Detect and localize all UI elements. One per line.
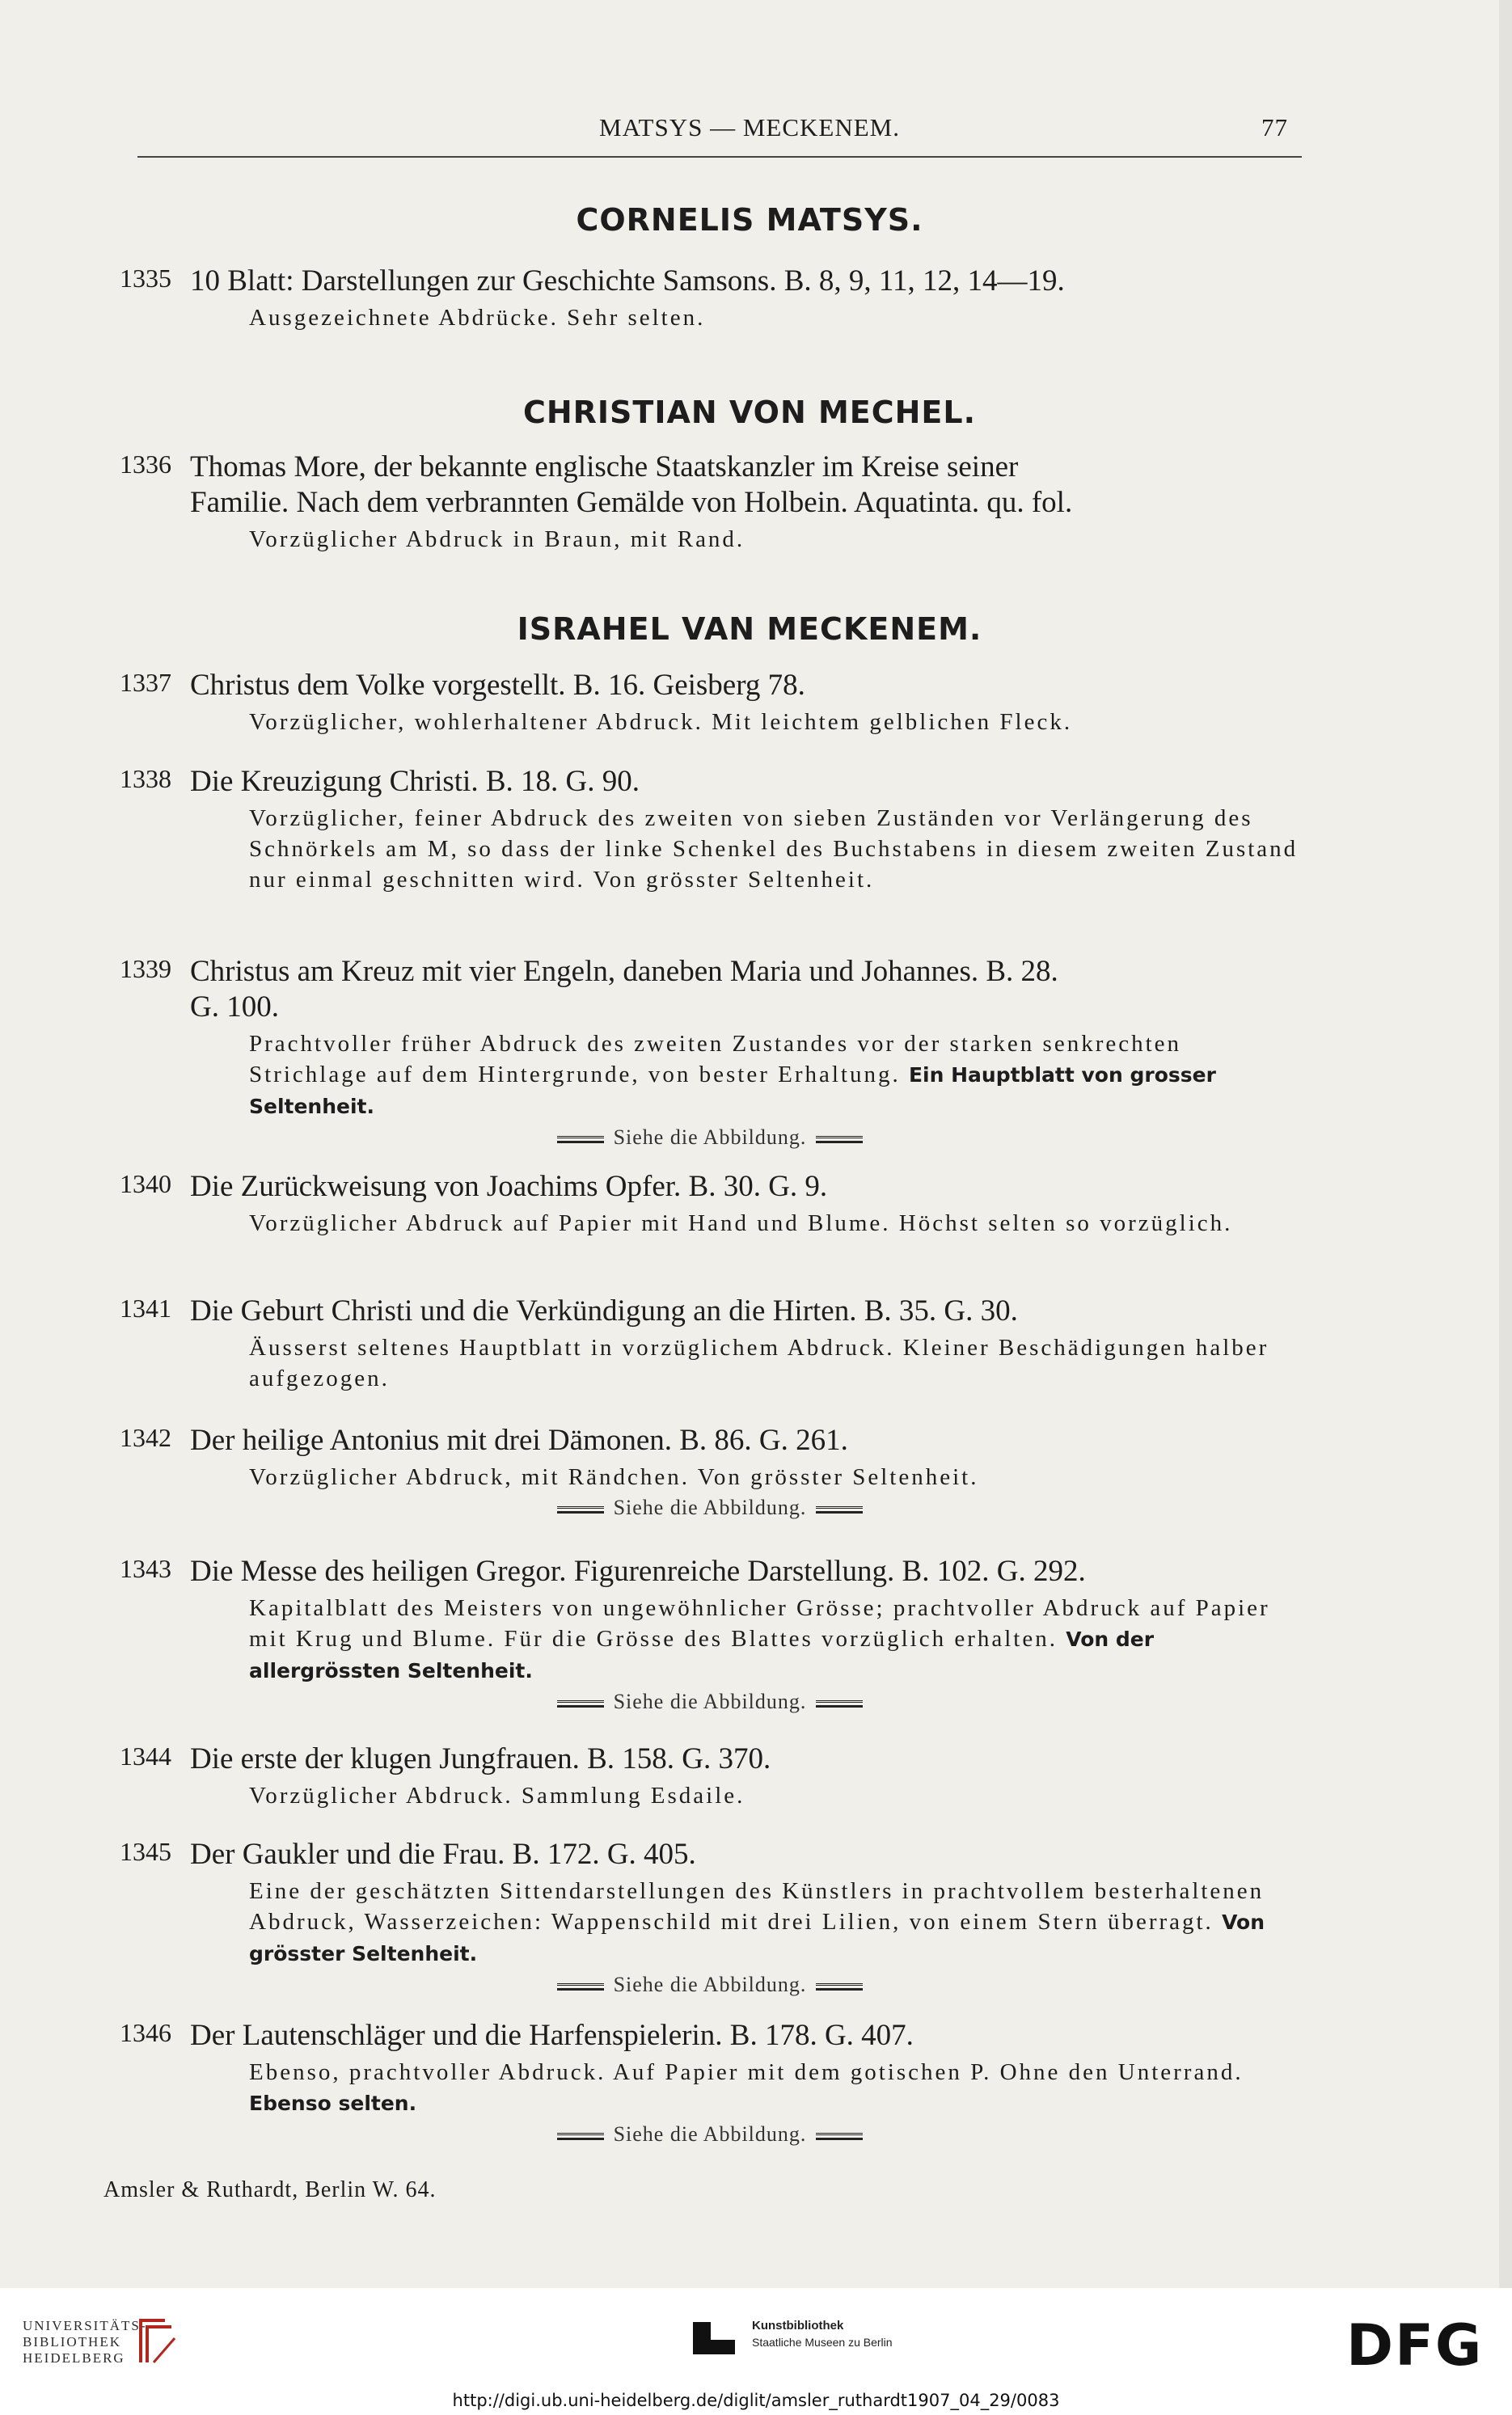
rule-right — [816, 1700, 863, 1708]
entry-note — [249, 1332, 1300, 1394]
entry-note — [249, 1208, 1300, 1239]
lot-number: 1339 — [120, 954, 171, 983]
entry-note — [249, 1462, 1300, 1492]
entry-note — [249, 524, 1300, 555]
see-illustration — [120, 1496, 1300, 1520]
lot-number: 1341 — [120, 1294, 171, 1323]
entry-note — [249, 1876, 1300, 1970]
catalogue-entry — [120, 1837, 1300, 1997]
entry-note — [249, 1780, 1300, 1811]
lot-number: 1340 — [120, 1169, 171, 1198]
entry-title-continuation: Familie. Nach dem verbrannten Gemälde von Holbein. Aquatinta. qu. fol. — [190, 486, 1073, 519]
lot-number: 1338 — [120, 764, 171, 793]
catalogue-entry — [120, 668, 1300, 737]
note-text: Vorzüglicher Abdruck auf Papier mit Hand und Blume. Höchst selten so vorzüglich. — [249, 1210, 1233, 1236]
page-edge — [1499, 0, 1512, 2288]
entry-note — [249, 803, 1300, 895]
university-logo-icon — [133, 2314, 181, 2367]
entry-title: Die erste der klugen Jungfrauen. B. 158. G. 370. — [190, 1742, 771, 1775]
section-heading: CORNELIS MATSYS. — [576, 202, 923, 238]
entry-title: Die Kreuzigung Christi. B. 18. G. 90. — [190, 765, 640, 798]
see-text: Siehe die Abbildung. — [613, 1496, 807, 1519]
entry-title: Christus am Kreuz mit vier Engeln, daneben Maria und Johannes. B. 28. — [190, 955, 1058, 988]
note-text: Vorzüglicher, feiner Abdruck des zweiten von sieben Zuständen vor Verlängerung des Schnörkels am M, so dass der linke Schenkel des Buchstabens in diesem zweiten Zustand nur einmal geschnitten wird. Von grösster Seltenheit. — [249, 805, 1299, 893]
catalogue-entry — [120, 450, 1300, 555]
note-text: Eine der geschätzten Sittendarstellungen des Künstlers in prachtvollem besterhaltenen Abdruck, Wasserzeichen: Wappenschild mit drei Lilien, von einem Stern überragt. — [249, 1878, 1265, 1935]
entry-note — [249, 707, 1300, 737]
kunstbibliothek-name: Kunstbibliothek — [752, 2319, 844, 2333]
entry-title: Christus dem Volke vorgestellt. B. 16. Geisberg 78. — [190, 669, 805, 702]
see-illustration — [120, 1125, 1300, 1150]
running-head-title: MATSYS — MECKENEM. — [599, 113, 900, 141]
see-text: Siehe die Abbildung. — [613, 1125, 807, 1149]
see-illustration — [120, 1973, 1300, 1997]
catalogue-entry — [120, 1423, 1300, 1520]
note-text: Vorzüglicher Abdruck, mit Rändchen. Von grösster Seltenheit. — [249, 1464, 979, 1490]
rule-left — [557, 1983, 604, 1991]
see-text: Siehe die Abbildung. — [613, 2122, 807, 2146]
entry-title: Die Zurückweisung von Joachims Opfer. B. 30. G. 9. — [190, 1170, 828, 1203]
see-text: Siehe die Abbildung. — [613, 1973, 807, 1996]
university-line: UNIVERSITÄTS- — [23, 2318, 147, 2333]
entry-title: Die Messe des heiligen Gregor. Figurenreiche Darstellung. B. 102. G. 292. — [190, 1555, 1086, 1588]
catalogue-entry — [120, 1742, 1300, 1811]
entry-title: Der Lautenschläger und die Harfenspielerin. B. 178. G. 407. — [190, 2019, 914, 2052]
note-text: Kapitalblatt des Meisters von ungewöhnlicher Grösse; prachtvoller Abdruck auf Papier mit Krug und Blume. Für die Grösse des Blattes vorzüglich erhalten. — [249, 1595, 1270, 1652]
entry-title: Der Gaukler und die Frau. B. 172. G. 405. — [190, 1838, 696, 1871]
catalogue-entry — [120, 1294, 1300, 1394]
header-rule — [137, 156, 1302, 158]
printer-imprint: Amsler & Ruthardt, Berlin W. 64. — [103, 2177, 437, 2202]
note-text: Prachtvoller früher Abdruck des zweiten Zustandes vor der starken senkrechten Strichlage auf dem Hintergrunde, von bester Erhaltung. — [249, 1031, 1182, 1087]
entry-title: Thomas More, der bekannte englische Staatskanzler im Kreise seiner — [190, 450, 1019, 483]
rule-left — [557, 1506, 604, 1514]
catalogue-entry — [120, 264, 1300, 333]
rule-left — [557, 1136, 604, 1143]
note-emphasis: Ebenso selten. — [249, 2092, 417, 2115]
see-illustration — [120, 1690, 1300, 1714]
lot-number: 1346 — [120, 2018, 171, 2047]
rule-left — [557, 2133, 604, 2140]
rule-right — [816, 1506, 863, 1514]
entry-note — [249, 1028, 1300, 1122]
section-heading: ISRAHEL VAN MECKENEM. — [517, 611, 982, 647]
note-text: Äusserst seltenes Hauptblatt in vorzüglichem Abdruck. Kleiner Beschädigungen halber aufgezogen. — [249, 1335, 1269, 1391]
note-text: Vorzüglicher Abdruck in Braun, mit Rand. — [249, 526, 745, 552]
rule-left — [557, 1700, 604, 1708]
source-url[interactable]: http://digi.ub.uni-heidelberg.de/diglit/amsler_ruthardt1907_04_29/0083 — [452, 2391, 1060, 2410]
note-text: Ebenso, prachtvoller Abdruck. Auf Papier mit dem gotischen P. Ohne den Unterrand. — [249, 2059, 1244, 2085]
catalogue-entry — [120, 2018, 1300, 2147]
museen-name: Staatliche Museen zu Berlin — [752, 2336, 893, 2349]
entry-title: Der heilige Antonius mit drei Dämonen. B. 86. G. 261. — [190, 1424, 848, 1457]
rule-right — [816, 1983, 863, 1991]
see-text: Siehe die Abbildung. — [613, 1690, 807, 1713]
lot-number: 1335 — [120, 264, 171, 293]
note-text: Ausgezeichnete Abdrücke. Sehr selten. — [249, 305, 706, 331]
note-text: Vorzüglicher Abdruck. Sammlung Esdaile. — [249, 1783, 745, 1809]
lot-number: 1337 — [120, 668, 171, 697]
catalogue-entry — [120, 1169, 1300, 1239]
entry-note — [249, 1593, 1300, 1687]
rule-right — [816, 2133, 863, 2140]
entry-title-continuation: G. 100. — [190, 990, 279, 1024]
rule-right — [816, 1136, 863, 1143]
catalogue-entry — [120, 764, 1300, 895]
page-number: 77 — [1261, 113, 1288, 141]
university-library-label — [23, 2318, 147, 2366]
entry-title: 10 Blatt: Darstellungen zur Geschichte Samsons. B. 8, 9, 11, 12, 14—19. — [190, 264, 1065, 298]
university-line: BIBLIOTHEK — [23, 2334, 121, 2350]
lot-number: 1344 — [120, 1742, 171, 1771]
kunstbibliothek-label — [752, 2317, 893, 2350]
note-emphasis: Von grösster Seltenheit. — [249, 1910, 1265, 1965]
note-emphasis: Ein Hauptblatt von grosser Seltenheit. — [249, 1063, 1216, 1118]
dfg-logo: DFG — [1346, 2312, 1484, 2379]
lot-number: 1336 — [120, 450, 171, 479]
catalogue-entry — [120, 954, 1300, 1150]
lot-number: 1343 — [120, 1554, 171, 1583]
see-illustration — [120, 2122, 1300, 2147]
entry-title: Die Geburt Christi und die Verkündigung an die Hirten. B. 35. G. 30. — [190, 1294, 1018, 1328]
note-text: Vorzüglicher, wohlerhaltener Abdruck. Mit leichtem gelblichen Fleck. — [249, 709, 1073, 735]
kunstbibliothek-logo-icon — [690, 2319, 738, 2358]
catalogue-entry — [120, 1554, 1300, 1714]
entry-note — [249, 2057, 1300, 2119]
lot-number: 1342 — [120, 1423, 171, 1452]
university-line: HEIDELBERG — [23, 2350, 125, 2366]
section-heading: CHRISTIAN VON MECHEL. — [522, 395, 977, 430]
note-emphasis: Von der allergrössten Seltenheit. — [249, 1628, 1155, 1682]
lot-number: 1345 — [120, 1837, 171, 1866]
entry-note — [249, 302, 1300, 333]
